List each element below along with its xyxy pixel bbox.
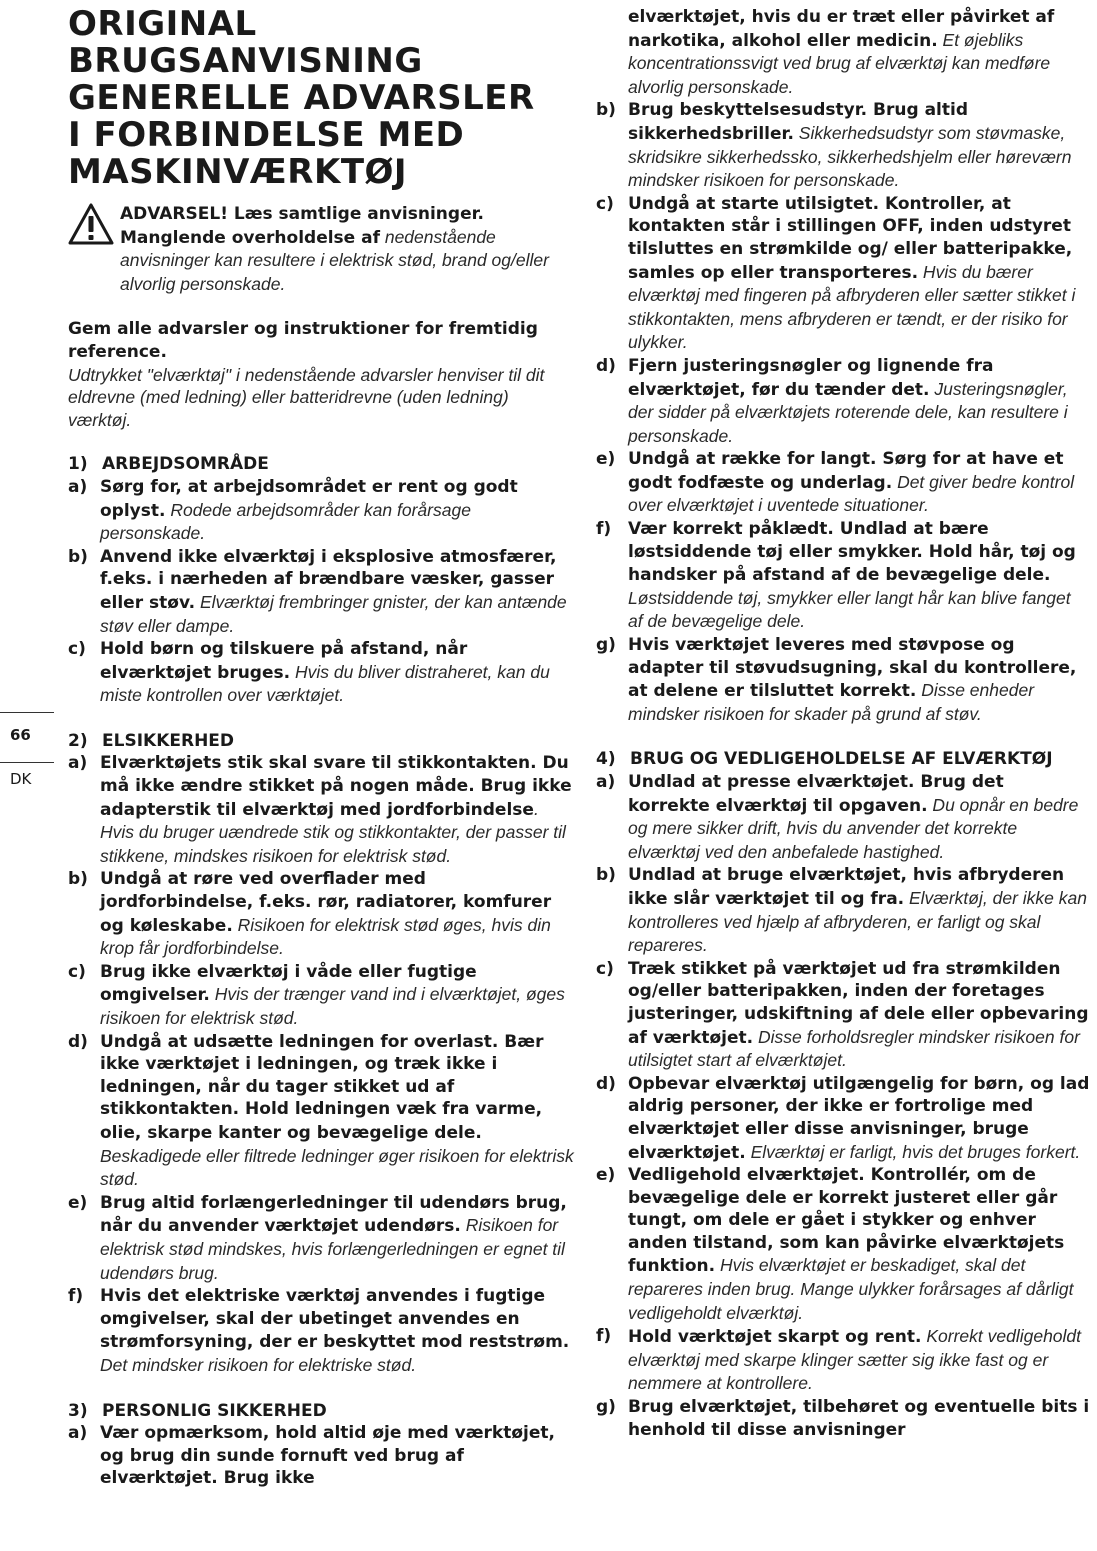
item-label: g) xyxy=(596,635,616,656)
item-italic: Sikkerhedsudstyr som støvmaske, skridsikre sikkerhedssko, sikkerhedshjelm eller høreværn mindsker risikoen for personskade. xyxy=(628,122,1072,191)
right-column xyxy=(596,6,1090,1441)
language-code: DK xyxy=(10,770,32,788)
item-bold: elværktøjet, hvis du er træt eller påvirket af narkotika, alkohol eller medicin. xyxy=(628,7,1055,51)
section-heading xyxy=(596,748,1090,771)
list-item xyxy=(68,1285,576,1377)
list-item xyxy=(68,1031,576,1192)
section-heading xyxy=(68,1400,576,1423)
list-item xyxy=(68,1422,576,1490)
item-bold: Hvis det elektriske værktøj anvendes i fugtige omgivelser, skal der ubetinget anvendes en strømforsyning, der er beskyttet mod reststrøm. xyxy=(100,1286,570,1353)
section-number: 2) xyxy=(68,730,88,751)
list-item xyxy=(68,476,576,546)
item-bold: Undlad at presse elværktøjet. Brug det korrekte elværktøj til opgaven. xyxy=(628,772,1004,816)
item-bold: Brug altid forlængerledninger til udendørs brug, når du anvender værktøjet udendørs. xyxy=(100,1192,567,1237)
section-number: 1) xyxy=(68,454,88,475)
item-bold: Undgå at udsætte ledningen for overlast. Bær ikke værktøjet i ledningen, og træk ikke i ledningen, når du tager stikket ud af stikkontakten. Hold ledningen væk fra varme, olie, skarpe kanter og bevægelige dele. xyxy=(100,1031,544,1143)
item-label: e) xyxy=(68,1192,88,1213)
item-bold: Elværktøjets stik skal svare til stikkontakten. Du må ikke ændre stikket på nogen måde. Brug ikke adapterstik til elværktøj med jordforbindelse xyxy=(100,753,572,820)
item-label: b) xyxy=(68,546,88,567)
item-italic: Disse enheder mindsker risikoen for skader på grund af støv. xyxy=(628,680,1035,724)
item-italic: . Hvis du bruger uændrede stik og stikkontakter, der passer til stikkene, mindskes risikoen for elektrisk stød. xyxy=(100,798,566,866)
list-item xyxy=(596,958,1090,1073)
section-title: PERSONLIG SIKKERHED xyxy=(102,1400,327,1421)
list-item xyxy=(596,1164,1090,1325)
keep-instructions xyxy=(68,318,576,431)
warning-block xyxy=(68,203,576,296)
item-bold: Hold børn og tilskuere på afstand, når elværktøjet bruges. xyxy=(100,639,468,683)
list-item xyxy=(68,868,576,960)
item-bold: Træk stikket på værktøjet ud fra strømkilden og/eller batteripakken, inden der foretages justeringer, udskiftning af dele eller opbevaring af værktøjet. xyxy=(628,958,1089,1048)
item-label: d) xyxy=(596,355,616,376)
warning-bold: ADVARSEL! Læs samtlige anvisninger. Manglende overholdelse af xyxy=(120,204,485,248)
list-item xyxy=(68,546,576,638)
item-label: c) xyxy=(596,193,614,214)
item-bold: Opbevar elværktøj utilgængelig for børn, og lad aldrig personer, der ikke er fortrolige med elværktøjet eller disse anvisninger, bruge elværktøjet. xyxy=(628,1073,1090,1163)
item-italic: Elværktøj, der ikke kan kontrolleres ved hjælp af afbryderen, er farligt og skal repareres. xyxy=(628,887,1087,956)
document-title xyxy=(68,6,576,191)
item-italic: Hvis der trænger vand ind i elværktøjet, øges risikoen for elektrisk stød. xyxy=(100,984,565,1028)
list-item xyxy=(596,771,1090,864)
item-label: d) xyxy=(596,1073,616,1094)
item-bold: Fjern justeringsnøgler og lignende fra elværktøjet, før du tænder det. xyxy=(628,355,994,400)
list-item xyxy=(596,1396,1090,1441)
item-label: g) xyxy=(596,1397,616,1418)
item-italic: Disse forholdsregler mindsker risikoen for utilsigtet start af elværktøjet. xyxy=(628,1026,1080,1071)
item-label: a) xyxy=(68,753,88,774)
item-label: b) xyxy=(596,100,616,121)
section-number: 4) xyxy=(596,749,616,770)
item-bold: Hold værktøjet skarpt og rent. xyxy=(628,1327,922,1348)
list-item xyxy=(596,355,1090,448)
page-marker xyxy=(0,712,56,788)
title-line: BRUGSANVISNING xyxy=(68,41,423,81)
item-italic: Justeringsnøgler, der sidder på elværktøjets roterende dele, kan resultere i personskade. xyxy=(628,378,1068,446)
keep-bold: Gem alle advarsler og instruktioner for fremtidig reference. xyxy=(68,319,538,362)
section-title: ELSIKKERHED xyxy=(102,730,235,751)
item-italic: Hvis du bærer elværktøj med fingeren på afbryderen eller sætter stikket i stikkontakten, mens afbryderen er tændt, er der risiko for ulykker. xyxy=(628,261,1076,353)
page-number: 66 xyxy=(10,726,31,744)
item-label: c) xyxy=(68,639,86,660)
warning-italic: nedenstående anvisninger kan resultere i elektrisk stød, brand og/eller alvorlig personskade. xyxy=(120,226,549,294)
item-label: c) xyxy=(596,958,614,979)
item-bold: Sørg for, at arbejdsområdet er rent og godt oplyst. xyxy=(100,476,518,521)
item-label: a) xyxy=(68,476,88,497)
item-label: b) xyxy=(68,869,88,890)
item-bold: Undgå at starte utilsigtet. Kontroller, at kontakten står i stillingen OFF, inden udstyret tilsluttes en strømkilde og/ eller batteripakke, samles op eller transporteres. xyxy=(628,193,1073,283)
section-heading xyxy=(68,730,576,753)
item-bold: Vær korrekt påklædt. Undlad at bære løstsiddende tøj eller smykker. Hold hår, tøj og handsker på afstand af de bevægelige dele. xyxy=(628,519,1076,586)
left-column xyxy=(68,0,576,1490)
list-item xyxy=(68,961,576,1031)
list-item xyxy=(596,864,1090,957)
item-label: f) xyxy=(68,1286,84,1307)
keep-italic: Udtrykket "elværktøj" i nedenstående advarsler henviser til dit eldrevne (med ledning) eller batteridrevne (uden ledning) værktøj. xyxy=(68,364,545,430)
item-bold: Brug elværktøjet, tilbehøret og eventuelle bits i henhold til disse anvisninger xyxy=(628,1397,1090,1440)
item-label: b) xyxy=(596,865,616,886)
list-item xyxy=(596,1325,1090,1396)
item-label: f) xyxy=(596,519,612,540)
item-italic: Hvis elværktøjet er beskadiget, skal det repareres inden brug. Mange ulykker forårsages af dårligt vedligeholdt elværktøj. xyxy=(628,1255,1074,1323)
item-bold: Vær opmærksom, hold altid øje med værktøjet, og brug din sunde fornuft ved brug af elværktøjet. Brug ikke xyxy=(100,1423,555,1489)
item-bold: Hvis værktøjet leveres med støvpose og adapter til støvudsugning, skal du kontrollere, at delene er tilsluttet korrekt. xyxy=(628,635,1077,702)
item-label: c) xyxy=(68,961,86,982)
item-italic: Rodede arbejdsområder kan forårsage personskade. xyxy=(100,499,471,544)
section-heading xyxy=(68,453,576,476)
item-label: a) xyxy=(68,1423,88,1444)
list-item xyxy=(596,1073,1090,1164)
list-item xyxy=(596,99,1090,192)
item-bold: Brug beskyttelsesudstyr. Brug altid sikkerhedsbriller. xyxy=(628,100,968,144)
item-italic: Risikoen for elektrisk stød mindskes, hvis forlængerledningen er egnet til udendørs brug. xyxy=(100,1215,565,1283)
item-bold: Anvend ikke elværktøj i eksplosive atmosfærer, f.eks. i nærheden af brændbare væsker, gasser eller støv. xyxy=(100,546,557,613)
list-item xyxy=(68,752,576,868)
item-bold: Undgå at røre ved overflader med jordforbindelse, f.eks. rør, radiatorer, komfurer og køleskabe. xyxy=(100,869,552,936)
item-italic: Elværktøj er farligt, hvis det bruges forkert. xyxy=(745,1141,1081,1162)
list-item xyxy=(596,448,1090,518)
title-line: GENERELLE ADVARSLER xyxy=(68,78,535,118)
item-bold: Undlad at bruge elværktøjet, hvis afbryderen ikke slår værktøjet til og fra. xyxy=(628,865,1065,909)
list-item xyxy=(596,518,1090,634)
item-label: a) xyxy=(596,772,616,792)
title-line: ORIGINAL xyxy=(68,4,257,44)
list-item-continued xyxy=(596,6,1090,99)
list-item xyxy=(68,638,576,708)
item-italic: Det giver bedre kontrol over elværktøjet i uventede situationer. xyxy=(628,471,1075,516)
page-marker-rule-bottom xyxy=(0,762,54,763)
item-italic: Et øjebliks koncentrationssvigt ved brug af elværktøj kan medføre alvorlig personskade. xyxy=(628,29,1051,97)
warning-triangle-icon xyxy=(68,203,114,245)
item-bold: Brug ikke elværktøj i våde eller fugtige omgivelser. xyxy=(100,961,477,1006)
item-bold: Vedligehold elværktøjet. Kontrollér, om de bevægelige dele er korrekt justeret eller går tungt, om dele er gået i stykker og enhver anden tilstand, som kan påvirke elværktøjets funktion. xyxy=(628,1165,1065,1277)
item-label: e) xyxy=(596,449,616,470)
title-line: I FORBINDELSE MED xyxy=(68,115,465,155)
item-italic: Løstsiddende tøj, smykker eller langt hår kan blive fanget af de bevægelige dele. xyxy=(628,587,1071,632)
item-bold: Undgå at række for langt. Sørg for at have et godt fodfæste og underlag. xyxy=(628,449,1064,493)
item-italic: Korrekt vedligeholdt elværktøj med skarpe klinger sætter sig ikke fast og er nemmere at kontrollere. xyxy=(628,1326,1082,1394)
list-item xyxy=(68,1192,576,1285)
section-title: BRUG OG VEDLIGEHOLDELSE AF ELVÆRKTØJ xyxy=(630,749,1053,770)
section-number: 3) xyxy=(68,1400,88,1421)
item-italic: Beskadigede eller filtrede ledninger øger risikoen for elektrisk stød. xyxy=(100,1145,574,1190)
item-label: e) xyxy=(596,1165,616,1186)
item-italic: Risikoen for elektrisk stød øges, hvis din krop får jordforbindelse. xyxy=(100,914,551,959)
item-italic: Elværktøj frembringer gnister, der kan antænde støv eller dampe. xyxy=(100,591,567,636)
item-label: d) xyxy=(68,1031,88,1052)
item-italic: Hvis du bliver distraheret, kan du miste kontrollen over værktøjet. xyxy=(100,661,550,706)
item-italic: Du opnår en bedre og mere sikker drift, hvis du anvender det korrekte elværktøj ved den anbefalede hastighed. xyxy=(628,794,1079,862)
list-item xyxy=(596,634,1090,726)
section-title: ARBEJDSOMRÅDE xyxy=(102,454,269,475)
item-italic: Det mindsker risikoen for elektriske stød. xyxy=(100,1354,417,1375)
title-line: MASKINVÆRKTØJ xyxy=(68,152,408,192)
list-item xyxy=(596,193,1090,355)
item-label: f) xyxy=(596,1326,612,1347)
page-marker-rule-top xyxy=(0,712,54,713)
